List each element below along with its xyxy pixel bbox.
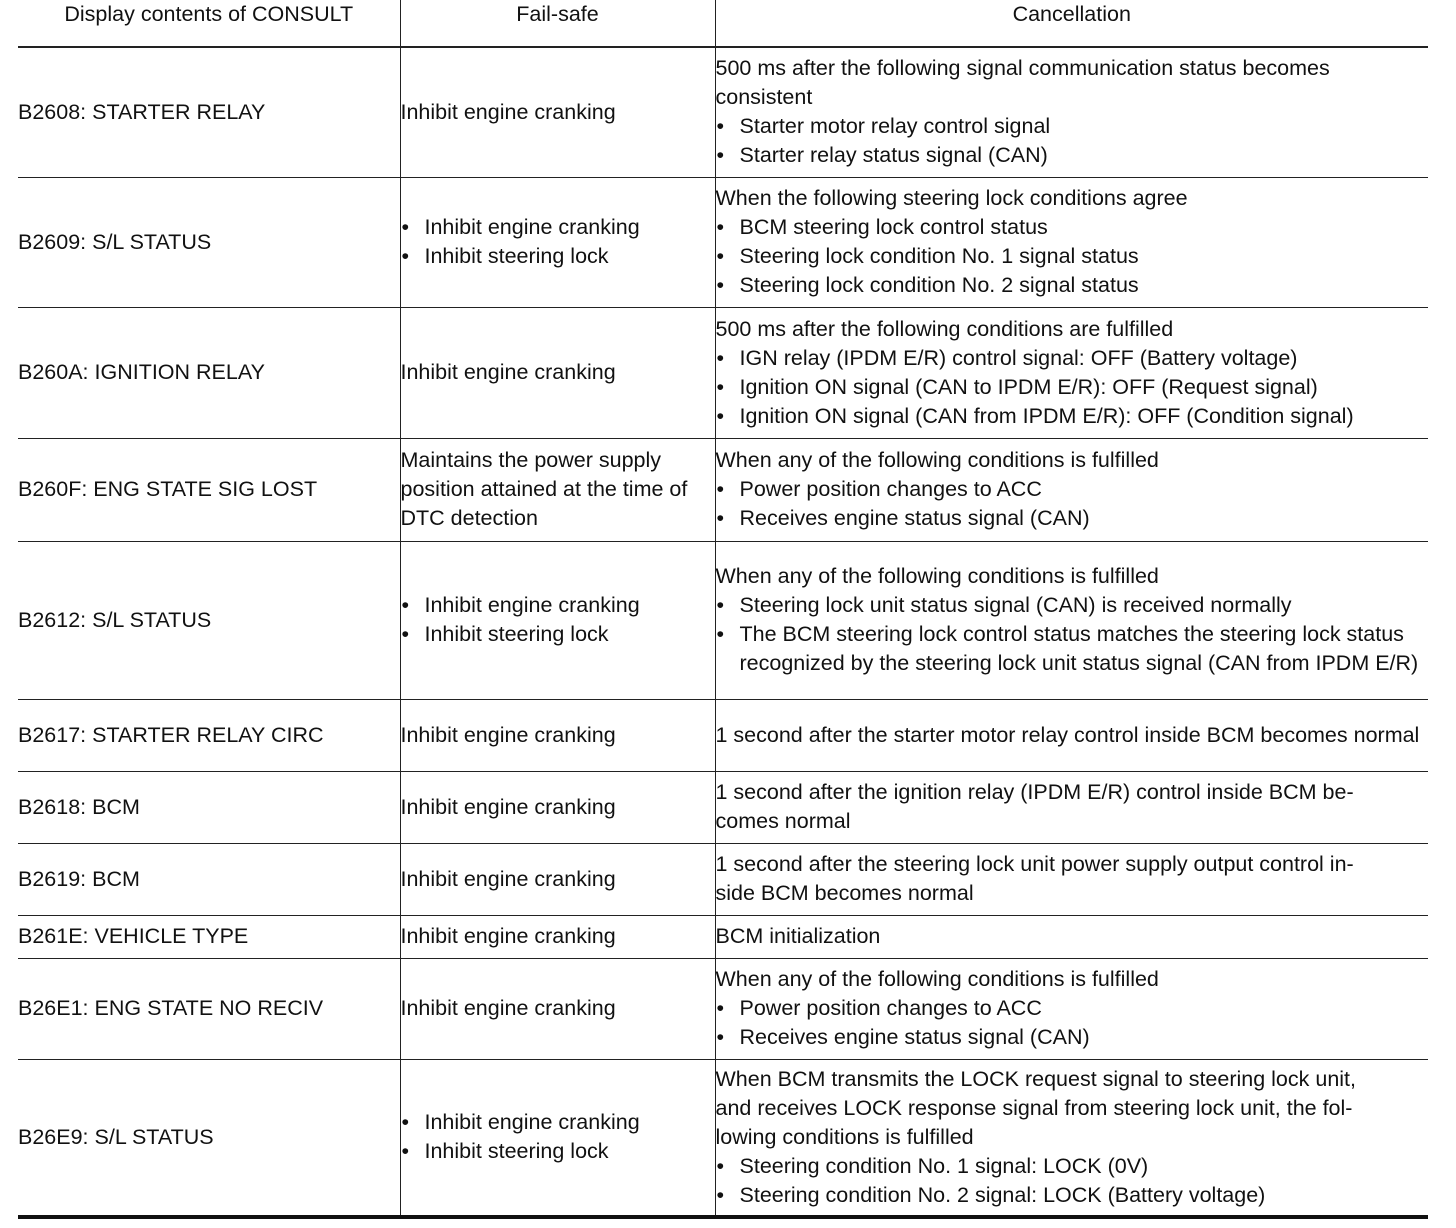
header-cancellation: Cancellation [715,0,1428,47]
cancellation-list [716,475,1429,533]
cancellation-text: 1 second after the steering lock unit power supply output control in- side BCM becomes normal [715,852,1354,905]
cancellation-list [716,112,1429,170]
table-row [18,699,1428,771]
fail-safe-cell [400,438,715,541]
dtc-code-cell: B260A: IGNITION RELAY [18,307,400,438]
dtc-code-cell: B260F: ENG STATE SIG LOST [18,438,400,541]
dtc-code-cell: B2619: BCM [18,843,400,915]
fail-safe-text: Inhibit engine cranking [400,722,616,747]
cancellation-cell [715,771,1428,843]
table-row [18,915,1428,958]
cancellation-cell [715,541,1428,699]
cancellation-item: • Steering condition No. 1 signal: LOCK (0V) [716,1152,1429,1181]
dtc-code-cell: B26E9: S/L STATUS [18,1059,400,1217]
fail-safe-text: Inhibit engine cranking [400,794,616,819]
cancellation-item: • Steering lock condition No. 2 signal status [716,271,1429,300]
fail-safe-cell [400,307,715,438]
fail-safe-list [401,213,715,271]
dtc-code-cell: B261E: VEHICLE TYPE [18,915,400,958]
fail-safe-cell [400,771,715,843]
table-row [18,177,1428,307]
dtc-code-cell: B26E1: ENG STATE NO RECIV [18,958,400,1059]
cancellation-list [716,1152,1429,1210]
fail-safe-cell [400,1059,715,1217]
fail-safe-cell [400,843,715,915]
cancellation-item: • Ignition ON signal (CAN to IPDM E/R): OFF (Request signal) [716,373,1429,402]
cancellation-item: • Power position changes to ACC [716,994,1429,1023]
table-row [18,307,1428,438]
cancellation-list [716,591,1429,678]
fail-safe-text: Inhibit engine cranking [400,866,616,891]
fail-safe-text: Maintains the power supply position attained at the time of DTC detection [400,448,688,530]
fail-safe-cell [400,177,715,307]
cancellation-cell [715,307,1428,438]
cancellation-list [716,344,1429,431]
cancellation-text: When any of the following conditions is fulfilled [715,448,1159,472]
cancellation-item: • The BCM steering lock control status matches the steering lock status recognized by the steering lock unit status signal (CAN from IPDM E/R) [716,620,1429,678]
fail-safe-cell [400,699,715,771]
fail-safe-text: Inhibit engine cranking [400,360,616,384]
cancellation-text: BCM initialization [715,924,881,948]
table-row [18,438,1428,541]
cancellation-item: • BCM steering lock control status [716,213,1429,242]
dtc-code-cell: B2612: S/L STATUS [18,541,400,699]
fail-safe-text: Inhibit engine cranking [400,996,616,1020]
cancellation-item: • Power position changes to ACC [716,475,1429,504]
cancellation-text: 1 second after the ignition relay (IPDM E/R) control inside BCM be- comes normal [715,780,1354,833]
fail-safe-list [401,1108,715,1166]
cancellation-text: 500 ms after the following conditions are fulfilled [715,316,1174,341]
table-body [18,47,1428,1217]
cancellation-text: When any of the following conditions is fulfilled [715,564,1159,588]
cancellation-cell [715,177,1428,307]
cancellation-item: • Steering lock unit status signal (CAN) is received normally [716,591,1429,620]
cancellation-cell [715,47,1428,177]
cancellation-cell [715,438,1428,541]
fail-safe-cell [400,958,715,1059]
cancellation-list [716,994,1429,1052]
cancellation-item: • Starter motor relay control signal [716,112,1429,141]
cancellation-item: • Steering condition No. 2 signal: LOCK (Battery voltage) [716,1181,1429,1210]
table-row [18,47,1428,177]
cancellation-list [716,213,1429,300]
fail-safe-text: Inhibit engine cranking [400,924,616,948]
fail-safe-item: • Inhibit engine cranking [401,591,715,620]
table-row [18,1059,1428,1217]
cancellation-cell [715,958,1428,1059]
cancellation-cell [715,843,1428,915]
dtc-code-cell: B2608: STARTER RELAY [18,47,400,177]
cancellation-text: 1 second after the starter motor relay control inside BCM becomes normal [715,722,1420,747]
cancellation-cell [715,699,1428,771]
table-row [18,771,1428,843]
header-display-contents: Display contents of CONSULT [18,0,400,47]
fail-safe-cell [400,541,715,699]
failsafe-table [18,0,1428,1219]
cancellation-item: • IGN relay (IPDM E/R) control signal: OFF (Battery voltage) [716,344,1429,373]
header-fail-safe: Fail-safe [400,0,715,47]
fail-safe-item: • Inhibit engine cranking [401,213,715,242]
header-row [18,0,1428,47]
cancellation-cell [715,1059,1428,1217]
dtc-code-cell: B2609: S/L STATUS [18,177,400,307]
fail-safe-cell [400,47,715,177]
fail-safe-item: • Inhibit steering lock [401,620,715,649]
fail-safe-list [401,591,715,649]
fail-safe-item: • Inhibit steering lock [401,1137,715,1166]
fail-safe-item: • Inhibit engine cranking [401,1108,715,1137]
cancellation-item: • Starter relay status signal (CAN) [716,141,1429,170]
cancellation-text: 500 ms after the following signal communication status becomes consistent [715,56,1330,110]
table-row [18,843,1428,915]
cancellation-text: When BCM transmits the LOCK request signal to steering lock unit, and receives LOCK response signal from steering lock unit, the fol- lowing conditions is fulfilled [715,1066,1356,1149]
dtc-code-cell: B2617: STARTER RELAY CIRC [18,699,400,771]
cancellation-item: • Receives engine status signal (CAN) [716,504,1429,533]
fail-safe-item: • Inhibit steering lock [401,242,715,271]
fail-safe-text: Inhibit engine cranking [400,99,616,124]
cancellation-cell [715,915,1428,958]
cancellation-item: • Ignition ON signal (CAN from IPDM E/R): OFF (Condition signal) [716,402,1429,431]
cancellation-text: When any of the following conditions is fulfilled [715,967,1159,991]
cancellation-item: • Receives engine status signal (CAN) [716,1023,1429,1052]
dtc-code-cell: B2618: BCM [18,771,400,843]
table-row [18,958,1428,1059]
table-row [18,541,1428,699]
cancellation-text: When the following steering lock conditions agree [715,186,1188,210]
cancellation-item: • Steering lock condition No. 1 signal status [716,242,1429,271]
fail-safe-cell [400,915,715,958]
